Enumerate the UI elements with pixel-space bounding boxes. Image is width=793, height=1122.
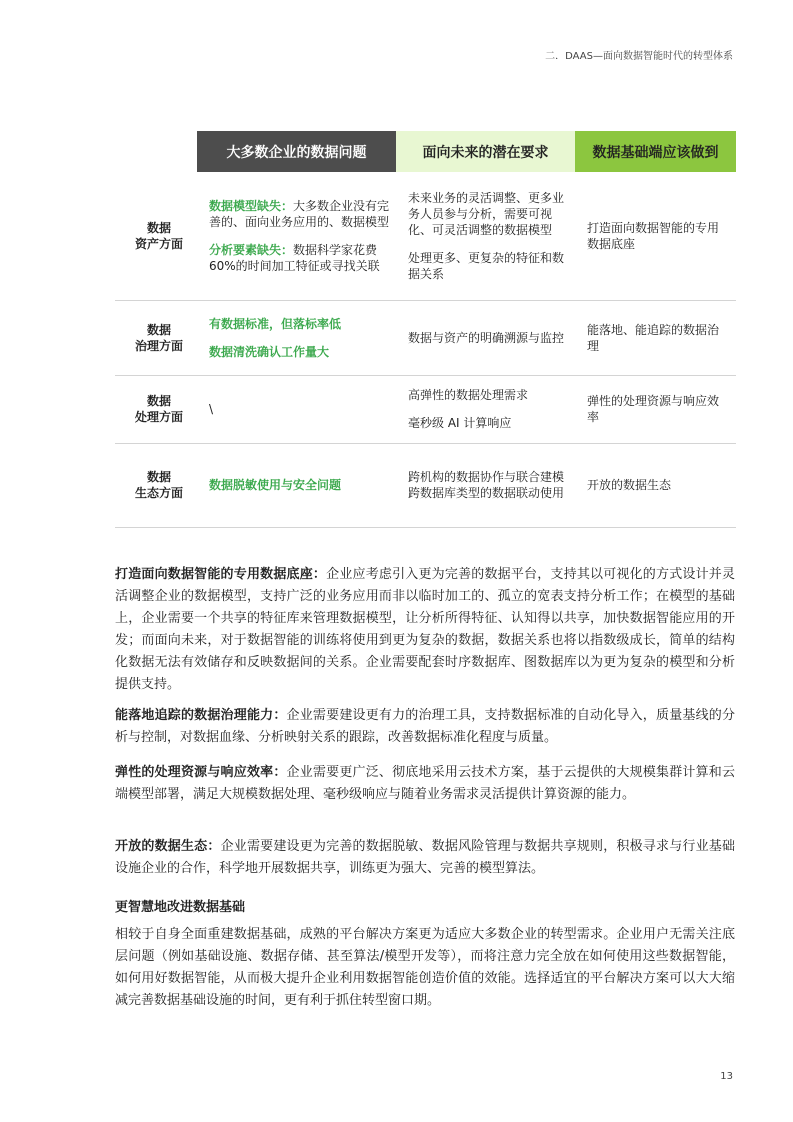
issue-text: 数据科学家花费 60%的时间加工特征或寻找关联 (209, 242, 380, 273)
requirements-cell (396, 172, 575, 300)
should-do-cell: 开放的数据生态 (575, 443, 736, 527)
requirement-text: 未来业务的灵活调整、更多业务人员参与分析，需要可视化、可灵活调整的数据模型 (408, 190, 565, 237)
paragraph-text: 企业需要建设更有力的治理工具，支持数据标准的自动化导入，质量基线的分析与控制，对数据血缘、分析映射关系的跟踪，改善数据标准化程度与质量。 (115, 708, 735, 745)
issue-text: 数据脱敏使用与安全问题 (209, 478, 342, 492)
subheading: 更智慧地改进数据基础 (115, 900, 246, 915)
running-header: 二．DAAS—面向数据智能时代的转型体系 (545, 51, 733, 62)
header-should-do: 数据基础端应该做到 (575, 131, 736, 172)
paragraph-lead: 打造面向数据智能的专用数据底座： (115, 567, 327, 582)
should-do-cell: 弹性的处理资源与响应效率 (575, 375, 736, 443)
issue-text: \ (209, 402, 214, 416)
comparison-table (115, 131, 736, 528)
row-heading: 数据 生态方面 (115, 443, 197, 527)
issue-label: 分析要素缺失： (209, 242, 294, 257)
requirement-text: 处理更多、更复杂的特征和数据关系 (408, 250, 565, 281)
issue-text: 大多数企业没有完善的、面向业务应用的、数据模型 (209, 198, 390, 229)
body-paragraph (115, 836, 735, 880)
body-paragraph (115, 762, 735, 806)
issue-label: 数据模型缺失： (209, 198, 294, 213)
table-header-row (115, 131, 736, 172)
issue-text: 有数据标准，但落标率低 (209, 316, 342, 331)
should-do-cell: 打造面向数据智能的专用数据底座 (575, 172, 736, 300)
requirement-text: 高弹性的数据处理需求 (408, 388, 529, 402)
body-paragraph (115, 705, 735, 749)
row-heading: 数据 处理方面 (115, 375, 197, 443)
table-row (115, 300, 736, 375)
paragraph-text: 企业需要建设更为完善的数据脱敏、数据风险管理与数据共享规则，积极寻求与行业基础设施企业的合作，科学地开展数据共享，训练更为强大、完善的模型算法。 (115, 839, 735, 876)
problems-cell (197, 443, 396, 527)
requirements-cell (396, 443, 575, 527)
requirements-cell (396, 375, 575, 443)
paragraph-lead: 开放的数据生态： (115, 839, 221, 854)
paragraph-lead: 能落地追踪的数据治理能力： (115, 708, 287, 723)
requirements-cell (396, 300, 575, 375)
requirement-text: 跨数据库类型的数据联动使用 (408, 486, 565, 500)
final-paragraph: 相较于自身全面重建数据基础，成熟的平台解决方案更为适应大多数企业的转型需求。企业用户无需关注底层问题（例如基础设施、数据存储、甚至算法/模型开发等），而将注意力完全放在如何使用这些数据智能，如何用好数据智能，从而极大提升企业利用数据智能创造价值的效能。选择适宜的平台解决方案可以大大缩减完善数据基础设施的时间，更有利于抓住转型窗口期。 (115, 927, 735, 1008)
header-problems: 大多数企业的数据问题 (197, 131, 396, 172)
header-requirements: 面向未来的潜在要求 (396, 131, 575, 172)
table-row (115, 443, 736, 527)
paragraph-text: 企业应考虑引入更为完善的数据平台，支持其以可视化的方式设计并灵活调整企业的数据模型，支持广泛的业务应用而非以临时加工的、孤立的宽表支持分析工作；在模型的基础上，企业需要一个共享的特征库来管理数据模型，让分析所得特征、认知得以共享，加快数据智能应用的开发；而面向未来，对于数据智能的训练将使用到更为复杂的数据，数据关系也将以指数级成长，简单的结构化数据无法有效储存和反映数据间的关系。企业需要配套时序数据库、图数据库以为更为复杂的模型和分析提供支持。 (115, 567, 735, 692)
requirement-text: 数据与资产的明确溯源与监控 (408, 330, 565, 345)
header-blank (115, 131, 197, 172)
paragraph-text: 企业需要更广泛、彻底地采用云技术方案，基于云提供的大规模集群计算和云端模型部署，满足大规模数据处理、毫秒级响应与随着业务需求灵活提供计算资源的能力。 (115, 765, 735, 802)
row-heading: 数据 治理方面 (115, 300, 197, 375)
body-paragraph (115, 564, 735, 696)
should-do-cell: 能落地、能追踪的数据治理 (575, 300, 736, 375)
table-row (115, 375, 736, 443)
requirement-text: 跨机构的数据协作与联合建模 (408, 470, 565, 484)
issue-text: 数据清洗确认工作量大 (209, 344, 330, 359)
problems-cell (197, 172, 396, 300)
problems-cell (197, 300, 396, 375)
page-number: 13 (720, 1071, 733, 1082)
row-heading: 数据 资产方面 (115, 172, 197, 300)
problems-cell (197, 375, 396, 443)
table-row (115, 172, 736, 300)
requirement-text: 毫秒级 AI 计算响应 (408, 416, 512, 430)
paragraph-lead: 弹性的处理资源与响应效率： (115, 765, 287, 780)
